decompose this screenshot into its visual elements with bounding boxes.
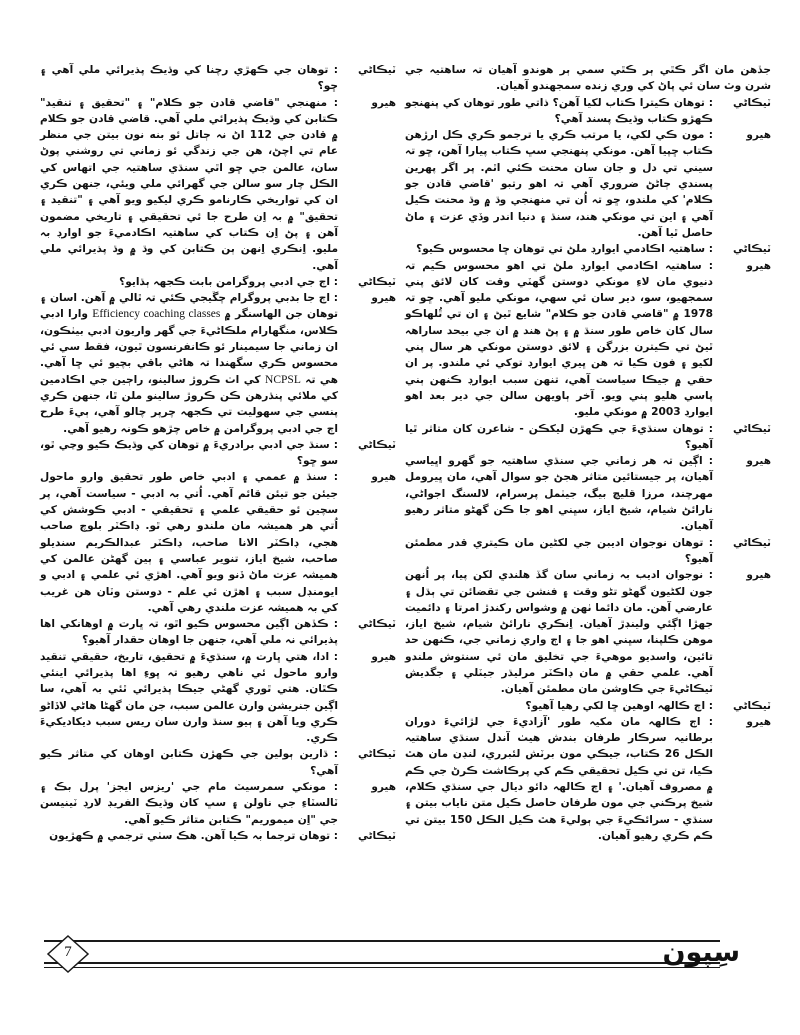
interview-entry [40,290,400,437]
dialogue-text: : توهان نوجوان اديبن جي لکڻين مان ڪيتري قدر مطمئن آهيو؟ [405,536,713,565]
speaker-label: ٽيڪاڻي [732,422,771,435]
speaker-label: هيرو [746,455,771,468]
interview-entry [40,649,400,747]
speaker-label: ٽيڪاڻي [732,699,771,712]
speaker-label: هيرو [746,259,771,272]
dialogue-text: : ساهتيہ اڪادمي ايوارڊ ملڻ تي اهو محسوس ڪيم تہ دنيوي مان لاءِ مونکي دوستن گهٽي وقت کان لائق پني سمجهيو، سو، دير سان ئي سهي، مونکي مليو آهي. ڇو تہ 1978 ۾ "قاضي قادن جو ڪلام" شايع ٿيڻ ۽ ان تي ٿُلهاڪو سال کان خاص طور سنڌ ۾ ۽ پڻ هند ۾ ان جي بيحد ساراهہ ٿيڻ تي ڪيترن بزرگن ۽ لائق دوستن مونکي هر سال پني لکيو ۽ فون ڪيا تہ هن ڀيري ايوارڊ توکي ئي ملندو. پر ان حقي ۾ جيڪا سياست آهي، تنهن سبب ايوارڊ ڪنهن ٻني پاسي هليو پني ويو. آخر ٻاويهن سالن جي دير بعد اهو ايوارڊ 2003 ۾ مونکي مليو. [405,259,713,419]
interview-entry [405,453,775,534]
interview-entry [40,437,400,470]
interview-entry [405,95,775,128]
dialogue-text: : اڄ ڪالهہ اوهين ڇا لکي رهيا آهيو؟ [525,699,713,712]
header-line [44,940,720,942]
speaker-label: هيرو [746,569,771,582]
interview-entry [40,616,400,649]
dialogue-text: : اڄ جي ادبي پروگرامن بابت ڪجهہ ٻڌايو؟ [119,275,338,288]
speaker-label: هيرو [371,650,396,663]
speaker-label: هيرو [371,292,396,305]
dialogue-text: : اڳين تہ هر زماني جي سنڌي ساهتيہ جو گهرو اڀياسي آهيان، پر جيستائين متاثر هجڻ جو سوال آهي، مان ڀيرومل مهرچند، مرزا قليچ بيگ، جيٺمل پرسرام، لالسنگ اجواڻي، نارائڻ شيام، شيخ اياز، سڀني اهو جا ڪن گهڻو متاثر رهيو آهيان. [405,455,713,533]
speaker-label: ٽيڪاڻي [357,748,396,761]
text-fragment: : اڄ جا بدبي پروگرام چڱيجي ڪئي تہ ٿالي ۾ آهن. اسان ۽ توهان جن الهاسنگر ۾ [40,292,338,321]
speaker-label: ٽيڪاڻي [357,829,396,842]
interview-entry [40,779,400,828]
interview-entry [40,469,400,616]
interview-entry [40,95,400,274]
dialogue-text [40,290,338,437]
interview-entry [40,746,400,779]
interview-entry [405,241,775,257]
dialogue-text: : ڪڏهن اڳين محسوس ڪيو اٿو، تہ ڀارت ۾ اوهانکي اها پذيرائي نہ ملي آهي، جنهن جا اوهان حقدار آهيو؟ [40,618,338,647]
dialogue-text: : منهنجي "قاضي قادن جو ڪلام" ۽ "تحقيق ۽ تنقيد" ڪتابن کي وڌيڪ پذيرائي ملي آهي. قاضي قادن جو ڪلام ۾ قادن جي 112 اڻ نہ ڄاتل ئو بنه نون بيتن جي منظر عام تي اچڻ، هن جي زندگي ئو زماني تي روشني پوڻ سان، عالمن جي ڇو اٿي سنڌي ساهتيہ جي اتهاس کي الڪل چار سو سالن جي گهرائي ملي ويئي، جنهن ڪري ان کي تواريخي ڪارنامو ڪري ليکيو ويو آهي ۽ "تنقيد ۽ تحقيق" ۾ بہ اِن طرح جا ئي تحقيقي ۽ تاريخي مضمون آهن ۽ پڻ اِن ڪتاب کي ساهتيہ اڪادميءَ جو اوارڊ بہ مليو. اِنڪري اِنهن ٻن ڪتابن کي وڌ ۾ وڌ پذيرائي ملي آهي. [40,96,338,272]
dialogue-text: : توهان جي ڪهڙي رچنا کي وڌيڪ پذيرائي ملي آهي ۽ ڇو؟ [40,64,338,93]
text-fragment: وارا ادبي ڪلاس، منگهارام ملڪاڻيءَ جي گهر واريون ادبي بيٺڪون، ان زماني جا سيمينار ئو ڪانفرنسون ٿيون، فقط سي ئي محسوس ڪري سگهندا تہ هاڻي باقي بچيو ئي ڇا آهي. هي تہ [40,308,338,386]
interview-entry [405,567,775,697]
interview-entry [405,258,775,421]
dialogue-text: : مون ڪي لکي، يا مرتب ڪري يا ترجمو ڪري ڪل ارڙهن ڪتاب ڇپيا آهن. مونکي پنهنجي سڀ ڪتاب پيارا آهن، ڇو تہ سيني تي دل و جان سان محنت ڪئي اٿم. پر اگر پهرين پسندي ڄاڻڻ ضروري آهي تہ اهو رتبو 'قاضي قادن جو ڪلام' کي ملندو، ڇو تہ اُن تي منهنجي وڌ ۾ وڌ محنت ڪيل آهي ۽ اين تي مونکي هند، سنڌ ۽ دنيا اندر وڏي عزت ۽ ماڻ حاصل ٿيا آهن. [405,129,713,239]
text-fragment: Efficiency coaching classes [92,308,221,321]
dialogue-text: : توهان سنڌيءَ جي ڪهڙن ليکڪن - شاعرن کان متاثر ٿيا آهيو؟ [405,422,713,451]
speaker-label: هيرو [371,471,396,484]
interview-entry [405,127,775,241]
interview-entry [40,62,400,95]
text-fragment: کي اٺ ڪروڙ سالينو، راڄين جي اڪادمين کي ملائي پنڌرهن ڪن ڪروڙ سالينو ملن ٿا، جنهن ڪري پنسي جي سهوليت تي ڪجهہ چرپر چالو آهي، ٻيءَ طرح اڄ جي ادبي پروگرامن ۾ خاص چڙهو ڪونہ رهيو آهي. [40,373,338,435]
interview-entry [405,421,775,454]
speaker-label: هيرو [746,715,771,728]
dialogue-text: : سنڌ جي ادبي برادريءَ ۾ توهان کي وڌيڪ ڪيو وڃي ٿو، سو ڇو؟ [40,438,338,468]
left-column [40,62,400,844]
page-footer [0,937,800,1000]
speaker-label: هيرو [371,781,396,794]
dialogue-text: : ڌارين ٻولين جي ڪهڙن ڪتابن اوهان کي متاثر ڪيو آهي؟ [40,748,338,777]
interview-entry [405,535,775,568]
dialogue-text: : توهان ترجما بہ ڪيا آهن. هڪ سٺي ترجمي ۾ ڪهڙيون [49,829,338,842]
dialogue-text: : سنڌ ۾ عممي ۽ ادبي خاص طور تحقيق وارو ماحول جيئن جو تيئن قائم آهي. اُتي بہ ادبي - سياست آهي، پر سچين ئو حقيقي علمي ۽ تحقيقي - ادبي ڪوشش کي اُتي هر هميشہ مان ملندو رهي ٿو. ڊاڪٽر بلوچ صاحب هجي، ڊاڪٽر الانا صاحب، ڊاڪٽر عبدالڪريم سنديلو صاحب، شيخ اياز، تنوير عباسي ۽ ٻين گهڻن عالمن کي هميشہ عزت ماڻ ڏنو ويو آهي. اهڙي ئي علمي ۽ ادبي و ايومنڊل سبب ۽ اهڙن ئي علم - دوستن وٽان هن غريب کي بہ هميشہ عزت ملندي رهي آهي. [40,471,338,614]
dialogue-text: : ساهتيہ اڪادمي ايوارڊ ملڻ تي توهان ڇا محسوس ڪيو؟ [416,243,713,256]
speaker-label: هيرو [746,129,771,142]
speaker-label: ٽيڪاڻي [732,96,771,109]
dialogue-text: : ادا، هتي ڀارت ۾، سنڌيءَ ۾ تحقيق، تاريخ، حقيقي تنقيد وارو ماحول ئي ناهي رهيو تہ ڀوءِ اها پذيرائي اينئي ڪٿان. هتي ٿوري گهڻي جيڪا پذيرائي ٿئي بہ آهي، سا اڳين جنريشن وارن عالمن سبب، جن مان گهڻا هاڻي لاڏاڻو ڪري ويا آهن ۽ ٻيو سنڌ وارن سان ريس سبب ديکاديکيءَ ڪري. [40,650,338,745]
paragraph-text: جڏهن مان اگر ڪٿي ٻر ڪٿي سمي ٻر هوندو آهيان تہ ساهتيہ جي شرن وٽ سان ئي پاڻ کي وري زنده سمجهندو آهيان. [405,64,771,93]
speaker-label: ٽيڪاڻي [357,438,396,451]
interview-entry [405,698,775,714]
dialogue-text: : مونکي سمرسيٽ مام جي 'ريزس ايجز' پرل بڪ ۽ ٽالسٽاءِ جي ناولن ۽ سڀ کان وڌيڪ الفريڊ لارڊ ٽينيسن جي "اِن ميموريم" ڪتابن متاثر ڪيو آهي. [40,781,338,826]
footer-rule-thin [44,967,720,968]
speaker-label: ٽيڪاڻي [732,536,771,549]
dialogue-text: : نوجوان اديب بہ زماني سان گڏ هلندي لکن پيا، پر اُنهن جون لکڻيون گهڻو تڻو وقت ۽ فنشن جي تقضائن تي ٻڌل ۽ عارضي آهن. مان دائما ٺهن ۾ وشواس رکندڙ امرتا ۽ دائميت جهڙا اڳئي ولينڊڙ آهيان. اِنڪري نارائڻ شيام، شيخ اياز، موهن ڪلپنا، سڀني اهو جا ۽ اڄ واري زماني جي، ڪنهن حد تائين، واسديو موهيءَ جي تخليق مان ئي سنتوش ملندو آهي. علمي حقي ۾ مان ڊاڪٽر مرليڌر جيٽلي ۽ جگديش ٽيڪاڻيءَ جي ڪاوشن مان مطمئن آهيان. [405,569,713,696]
interview-entry [40,274,400,290]
dialogue-text: : اڄ ڪالهہ مان مکيہ طور 'آزاديءَ جي لڙائيءَ دوران برطانيہ سرڪار طرفان بندش هيٺ آندل سنڌي ساهتيہ الڪل 26 ڪتاب، جيڪي مون برٽش لئبرري، لنڊن مان هٿ ڪيا، تن تي ڪيل تحقيقي ڪم کي پرڪاشت ڪرڻ جي ڪم ۾ مصروف آهيان.' ۽ اڄ ڪالهہ دائو ديال جي سنڌي ڪلام، شيخ پرڪني جي مون طرفان حاصل ڪيل متن ناياب بيتن ۽ سنڌي - سرائڪيءَ جي ٻوليءَ هٿ ڪيل الڪل 150 بيتن تي ڪم ڪري رهيو آهيان. [405,715,714,842]
interview-entry [405,62,775,95]
footer-rule [44,962,720,964]
speaker-label: ٽيڪاڻي [357,618,396,631]
interview-entry [405,714,775,844]
speaker-label: ٽيڪاڻي [732,243,771,256]
page-number: 7 [64,944,72,960]
magazine-masthead: سِپون [662,937,740,968]
speaker-label: ٽيڪاڻي [357,64,396,76]
right-column [405,62,775,844]
speaker-label: ٽيڪاڻي [357,275,396,288]
text-fragment: NCPSL [265,373,301,386]
dialogue-text: : توهان ڪيترا ڪتاب لکيا آهن؟ ذاتي طور توهان کي پنهنجو ڪهڙو ڪتاب وڌيڪ پسند آهي؟ [405,96,713,125]
speaker-label: هيرو [371,96,396,109]
interview-entry [40,828,400,844]
